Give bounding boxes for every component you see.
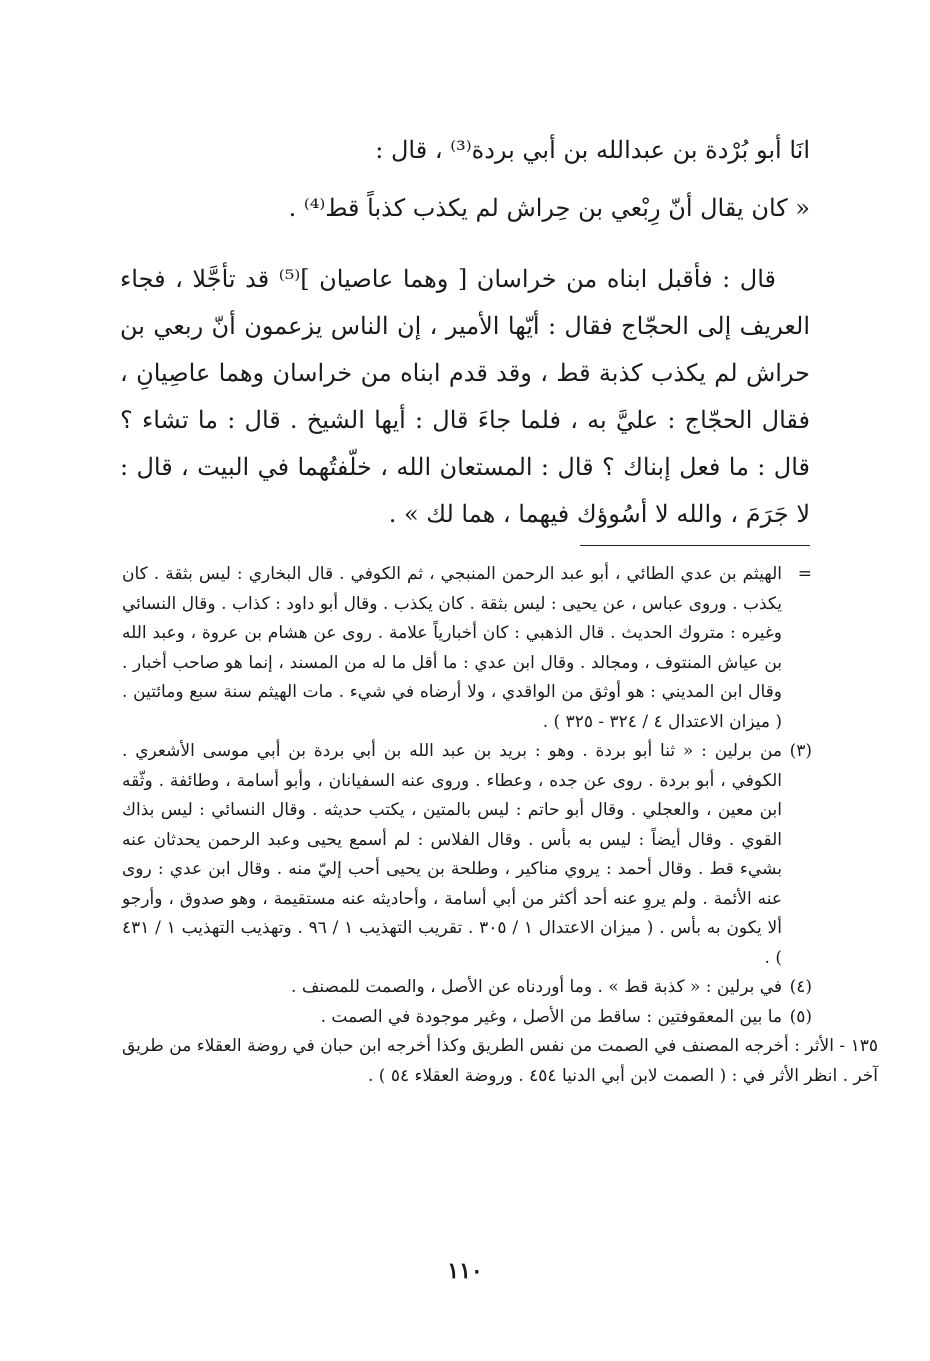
footnote-text: من برلين : « ثنا أبو بردة . وهو : بريد بن عبد الله بن أبي بردة بن أبي موسى الأشعري . الكوفي ، أبو بردة . روى عن جده ، وعطاء . وروى عنه السفيانان ، وأبو أسامة ، وطائفة . وثّقه ابن معين ، والعجلي . وقال أبو حاتم : ليس بالمتين ، يكتب حديثه . وقال النسائي : ليس بذاك القوي . وقال أيضاً : ليس به بأس . وقال الفلاس : لم أسمع يحيى وعبد الرحمن يحدثان عنه بشيء قط . وقال أحمد : يروي مناكير ، وطلحة بن يحيى أحب إليّ منه . وقال ابن عدي : روى عنه الأئمة . ولم يروِ عنه أحد أكثر من أبي أسامة ، وأحاديثه عنه مستقيمة ، وهو صدوق ، وأرجو ألا يكون به بأس . ( ميزان الاعتدال ١ / ٣٠٥ . تقريب التهذيب ١ / ٩٦ . وتهذيب التهذيب ١ / ٤٣١ ) .	[122, 741, 782, 968]
footnote-3	[122, 737, 812, 973]
footnote-text: ١٣٥ - الأثر : أخرجه المصنف في الصمت من نفس الطريق وكذا أخرجه ابن حبان في روضة العقلاء من طريق آخر . انظر الأثر في : ( الصمت لابن أبي الدنيا ٤٥٤ . وروضة العقلاء ٥٤ ) .	[122, 1036, 878, 1086]
narrative-paragraph: قال : فأقبل ابناه من خراسان [ وهما عاصيان ]⁽⁵⁾ قد تأجَّلا ، فجاء العريف إلى الحجّاج فقال : أيّها الأمير ، إن الناس يزعمون أنّ ربعي بن حراش لم يكذب كذبة قط ، وقد قدم ابناه من خراسان وهما عاصِيانِ ، فقال الحجّاج : عليَّ به ، فلما جاءَ قال : أيها الشيخ . قال : ما تشاء ؟ قال : ما فعل إبناك ؟ قال : المستعان الله ، خلّفتُهما في البيت ، قال : لا جَرَمَ ، والله لا أسُوؤك فيهما ، هما لك » .	[120, 265, 810, 528]
footnotes	[122, 560, 878, 1091]
footnote-continued	[122, 560, 812, 737]
footnote-4	[122, 973, 812, 1003]
footnote-text: ما بين المعقوفتين : ساقط من الأصل ، وغير موجودة في الصمت .	[320, 1006, 782, 1027]
footnote-marker: (٣)	[789, 741, 812, 761]
footnote-marker: (٥)	[789, 1006, 812, 1027]
main-text	[120, 128, 810, 538]
footnote-text: الهيثم بن عدي الطائي ، أبو عبد الرحمن المنبجي ، ثم الكوفي . قال البخاري : ليس بثقة . كان يكذب . وروى عباس ، عن يحيى : ليس بثقة . كان يكذب . وقال أبو داود : كذاب . وقال النسائي وغيره : متروك الحديث . قال الذهبي : كان أخبارياً علامة . روى عن هشام بن عروة ، وعبد الله بن عياش المنتوف ، ومجالد . وقال ابن عدي : ما أقل ما له من المسند ، إنما هو صاحب أخبار . وقال ابن المديني : هو أوثق من الواقدي ، ولا أرضاه في شيء . مات الهيثم سنة سبع ومائتين . ( ميزان الاعتدال ٤ / ٣٢٤ - ٣٢٥ ) .	[122, 564, 782, 732]
quote-line: « كان يقال أنّ رِبْعي بن حِراش لم يكذب كذباً قط⁽⁴⁾ .	[288, 194, 810, 222]
footnote-text: في برلين : « كذبة قط » . وما أوردناه عن الأصل ، والصمت للمصنف .	[291, 977, 782, 997]
page-number: ١١٠	[447, 1258, 483, 1284]
athar-note-135	[122, 1032, 878, 1091]
footnote-marker: =	[797, 564, 812, 584]
footnote-5	[122, 1003, 812, 1033]
footnote-divider	[580, 545, 810, 546]
footnote-marker: (٤)	[789, 977, 812, 997]
isnad-line: انَا أبو بُرْدة بن عبدالله بن أبي بردة⁽³⁾ ، قال :	[375, 136, 810, 164]
